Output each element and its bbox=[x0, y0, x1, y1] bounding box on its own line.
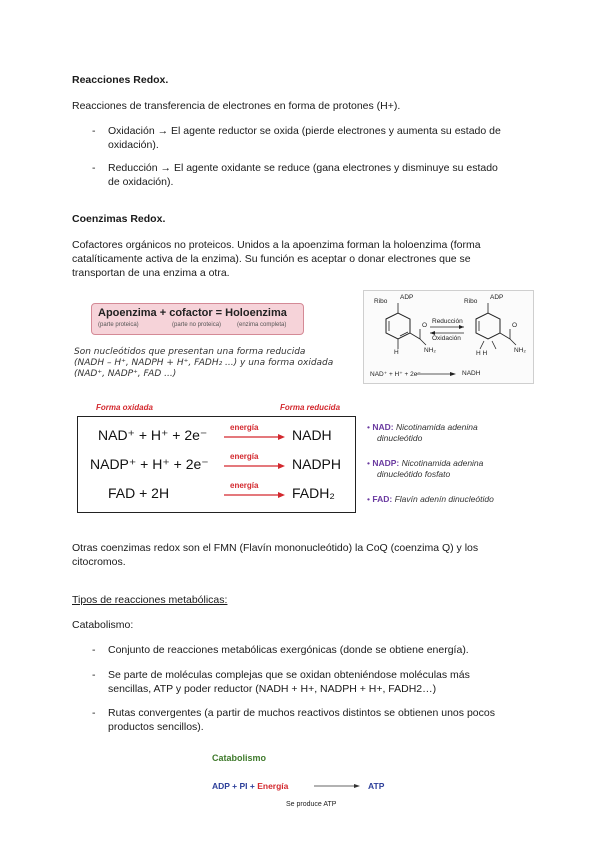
note-line: (NAD⁺, NADP⁺, FAD ...) bbox=[74, 369, 177, 379]
holoenzima-box bbox=[91, 303, 304, 335]
hh-label: H H bbox=[476, 350, 488, 357]
list-item bbox=[108, 668, 470, 696]
atp-product: ATP bbox=[368, 781, 385, 791]
legend-key: FAD: bbox=[372, 494, 393, 504]
legend-key: NADP: bbox=[372, 458, 400, 468]
note-line: Son nucleótidos que presentan una forma reducida bbox=[74, 347, 306, 357]
legend-nad: • NAD: Nicotinamida adenina dinucleótido bbox=[367, 422, 478, 443]
list-item bbox=[108, 706, 495, 734]
catabolismo-arrow bbox=[312, 781, 362, 791]
paragraph-line: Cofactores orgánicos no proteicos. Unidos a la apoenzima forman la holoenzima (forma bbox=[72, 239, 481, 251]
legend-value: dinucleótido bbox=[377, 433, 423, 443]
fad-oxidized: FAD + 2H bbox=[108, 485, 170, 501]
legend-fad: • FAD: Flavín adenín dinucleótido bbox=[367, 494, 494, 504]
list-item-line: Se parte de moléculas complejas que se oxidan obteniéndose moléculas más bbox=[108, 669, 470, 681]
note-line: (NADH – H⁺, NADPH + H⁺, FADH₂ ...) y una forma oxidada bbox=[74, 358, 334, 368]
list-dash: - bbox=[92, 162, 96, 174]
nh2-label: NH₂ bbox=[514, 347, 526, 354]
legend-key: NAD: bbox=[372, 422, 394, 432]
nadp-oxidized: NADP⁺ + H⁺ + 2e⁻ bbox=[90, 456, 209, 472]
adp-label: ADP bbox=[400, 294, 414, 301]
handwritten-note bbox=[74, 347, 333, 380]
h-label: H bbox=[394, 349, 399, 356]
catabolismo-heading: Catabolismo: bbox=[72, 619, 134, 631]
nh2-label: NH₂ bbox=[424, 347, 436, 354]
tipos-title: Tipos de reacciones metabólicas: bbox=[72, 594, 228, 606]
energia-label: energía bbox=[230, 423, 259, 432]
paragraph-line: transportan de una enzima a otra. bbox=[72, 267, 230, 279]
legend-nadp: • NADP: Nicotinamida adenina dinucleótido fosfato bbox=[367, 458, 484, 479]
list-dash: - bbox=[92, 707, 96, 719]
list-dash: - bbox=[92, 125, 96, 137]
nadh-product: NADH bbox=[462, 370, 481, 377]
list-item-line: oxidación). bbox=[108, 139, 159, 151]
redox-title: Reacciones Redox. bbox=[72, 74, 169, 86]
adp-label: ADP bbox=[490, 294, 504, 301]
forma-oxidada-label: Forma oxidada bbox=[96, 403, 153, 412]
list-item bbox=[108, 124, 501, 152]
oxidacion-label: Oxidación bbox=[432, 335, 461, 342]
catabolismo-figure-title: Catabolismo bbox=[212, 753, 267, 763]
list-item-line: Reducción → El agente oxidante se reduce (gana electrones y disminuye su estado bbox=[108, 162, 498, 174]
legend-value: dinucleótido fosfato bbox=[377, 469, 451, 479]
list-item-line: Conjunto de reacciones metabólicas exergónicas (donde se obtiene energía). bbox=[108, 644, 469, 656]
catabolismo-caption: Se produce ATP bbox=[286, 801, 337, 808]
legend-value: Flavín adenín dinucleótido bbox=[394, 494, 494, 504]
o-label: O bbox=[512, 322, 518, 329]
paragraph-line: Otras coenzimas redox son el FMN (Flavín mononucleótido) la CoQ (coenzima Q) y los bbox=[72, 542, 479, 554]
fadh2-reduced: FADH₂ bbox=[292, 485, 335, 501]
list-dash: - bbox=[92, 669, 96, 681]
catabolismo-equation bbox=[212, 781, 288, 791]
legend-value: Nicotinamida adenina bbox=[401, 458, 484, 468]
o-label: O bbox=[422, 322, 428, 329]
list-item-line: productos sencillos). bbox=[108, 721, 204, 733]
list-item bbox=[108, 643, 469, 657]
nadph-reduced: NADPH bbox=[292, 456, 342, 472]
cofactor-caption: (parte no proteica) bbox=[172, 322, 222, 328]
paragraph-line: catalíticamente activa de la enzima). Su función es aceptar o donar electrones que se bbox=[72, 253, 471, 265]
holoenzima-equation: Apoenzima + cofactor = Holoenzima bbox=[98, 307, 287, 319]
coenzimas-paragraph bbox=[72, 238, 481, 280]
nad-reactants: NAD⁺ + H⁺ + 2e⁻ bbox=[370, 371, 421, 378]
nad-structure-figure bbox=[363, 290, 534, 384]
redox-intro: Reacciones de transferencia de electrones en forma de protones (H+). bbox=[72, 100, 401, 112]
reduccion-label: Reducción bbox=[432, 318, 463, 325]
redox-forms-box bbox=[77, 416, 356, 513]
apoenzima-caption: (parte proteica) bbox=[98, 322, 139, 328]
list-item-line: sencillas, ATP y poder reductor (NADH + H+, NADPH + H+, FADH2…) bbox=[108, 683, 437, 695]
forma-reducida-label: Forma reducida bbox=[280, 403, 341, 412]
list-item bbox=[108, 161, 498, 189]
energia-label: energía bbox=[230, 452, 259, 461]
energia-term: Energía bbox=[257, 781, 289, 791]
nad-oxidized: NAD⁺ + H⁺ + 2e⁻ bbox=[98, 427, 208, 443]
holoenzima-caption: (enzima completa) bbox=[237, 322, 287, 328]
paragraph-line: citocromos. bbox=[72, 556, 126, 568]
list-dash: - bbox=[92, 644, 96, 656]
list-item-line: Rutas convergentes (a partir de muchos reactivos distintos se obtienen unos pocos bbox=[108, 707, 495, 719]
nadh-reduced: NADH bbox=[292, 427, 332, 443]
energia-label: energía bbox=[230, 481, 259, 490]
catabolismo-reactants: ADP + PI + bbox=[212, 781, 258, 791]
coenzimas-title: Coenzimas Redox. bbox=[72, 213, 166, 225]
ribo-label: Ribo bbox=[374, 298, 388, 305]
legend-value: Nicotinamida adenina bbox=[395, 422, 478, 432]
list-item-line: Oxidación → El agente reductor se oxida (pierde electrones y aumenta su estado de bbox=[108, 125, 501, 137]
list-item-line: de oxidación). bbox=[108, 176, 174, 188]
otras-coenzimas-paragraph bbox=[72, 541, 478, 569]
ribo-label: Ribo bbox=[464, 298, 478, 305]
